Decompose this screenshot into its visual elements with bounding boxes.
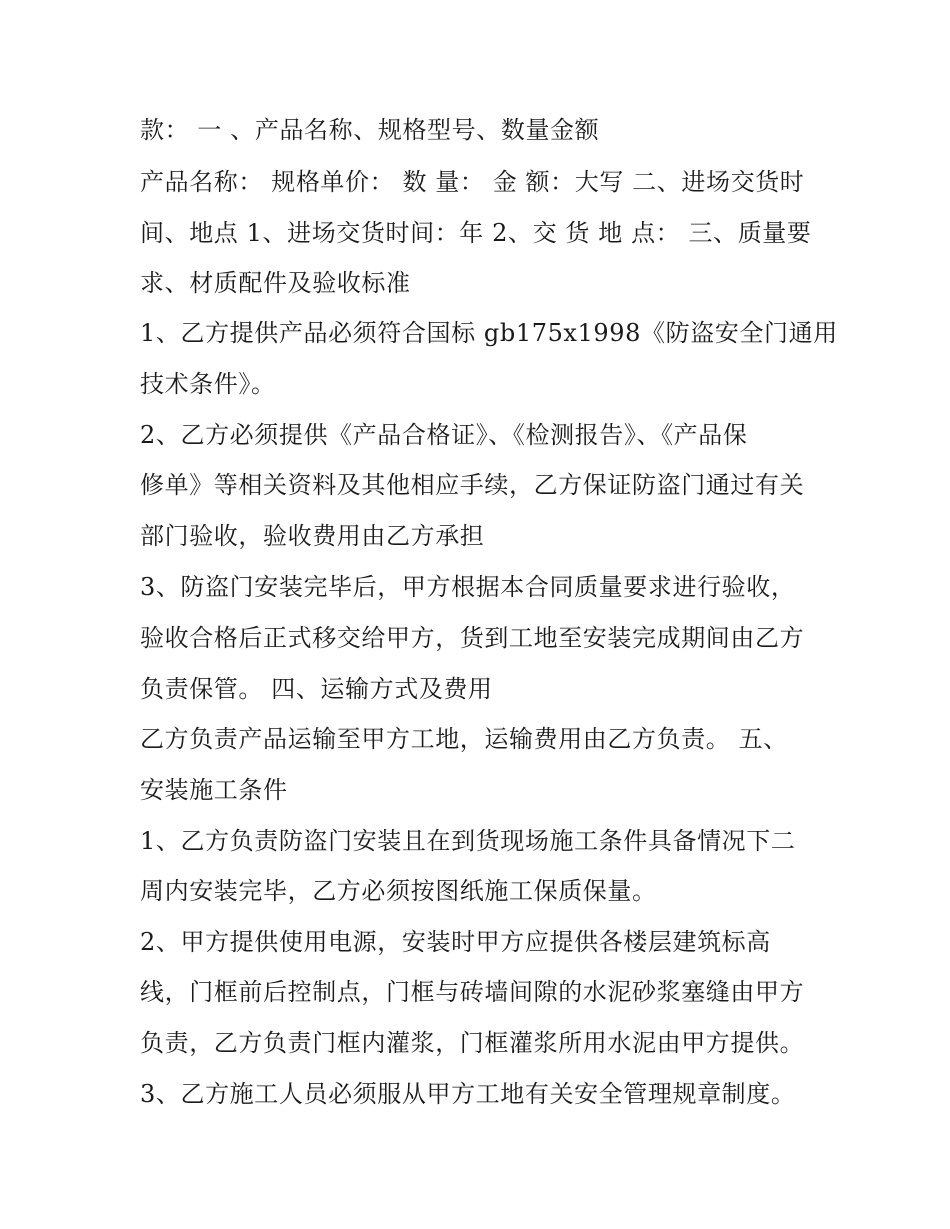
text-line: 修单》等相关资料及其他相应手续，乙方保证防盗门通过有关 xyxy=(140,471,805,499)
text-line: 产品名称： 规格单价： 数 量： 金 额：大写 二、进场交货时 xyxy=(140,168,805,196)
text-line: 周内安装完毕，乙方必须按图纸施工保质保量。 xyxy=(140,877,657,905)
text-line: 1、乙方提供产品必须符合国标 gb175x1998《防盗安全门通用 xyxy=(140,319,838,347)
text-line: 3、防盗门安装完毕后，甲方根据本合同质量要求进行验收， xyxy=(140,573,796,601)
text-line: 线，门框前后控制点，门框与砖墙间隙的水泥砂浆塞缝由甲方 xyxy=(140,978,805,1006)
text-line: 款： 一 、产品名称、规格型号、数量金额 xyxy=(140,116,600,144)
text-line: 1、乙方负责防盗门安装且在到货现场施工条件具备情况下二 xyxy=(140,827,796,855)
text-line: 间、地点 1、进场交货时间：年 2、交 货 地 点： 三、质量要 xyxy=(140,219,812,247)
text-line: 验收合格后正式移交给甲方，货到工地至安装完成期间由乙方 xyxy=(140,624,805,652)
text-line: 负责，乙方负责门框内灌浆，门框灌浆所用水泥由甲方提供。 xyxy=(140,1029,805,1057)
text-line: 安装施工条件 xyxy=(140,776,288,804)
text-line: 2、甲方提供使用电源，安装时甲方应提供各楼层建筑标高 xyxy=(140,928,771,956)
text-line: 乙方负责产品运输至甲方工地，运输费用由乙方负责。 五、 xyxy=(140,725,788,753)
text-line: 2、乙方必须提供《产品合格证》、《检测报告》、《产品保 xyxy=(140,421,748,449)
text-line: 求、材质配件及验收标准 xyxy=(140,269,411,297)
text-line: 负责保管。 四、运输方式及费用 xyxy=(140,675,493,703)
text-line: 3、乙方施工人员必须服从甲方工地有关安全管理规章制度。 xyxy=(140,1080,796,1108)
text-line: 技术条件》。 xyxy=(140,370,276,398)
text-line: 部门验收，验收费用由乙方承担 xyxy=(140,522,485,550)
